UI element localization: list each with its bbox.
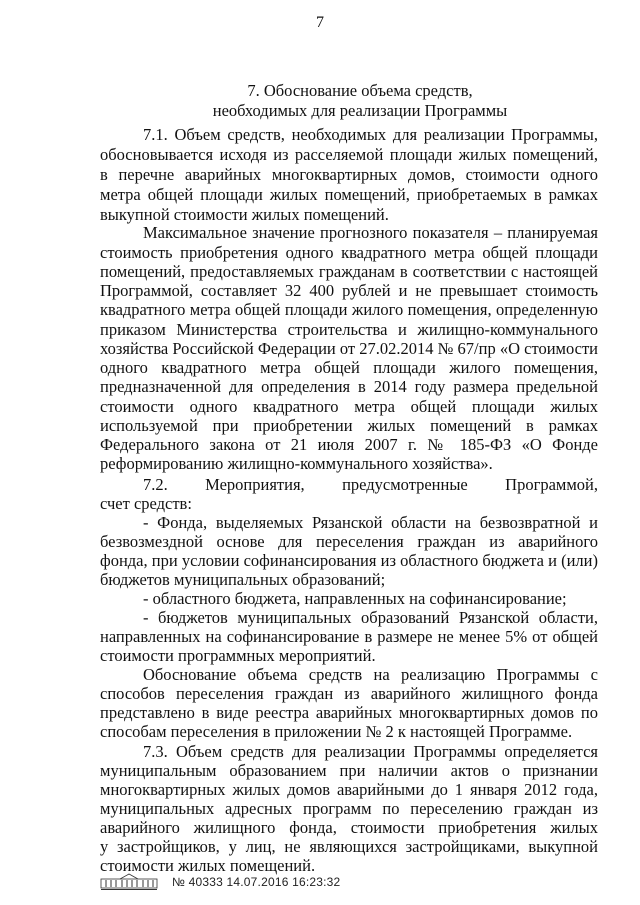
text-line: безвозмездной основе для переселения граждан из аварийного [100, 532, 598, 551]
text-line: Федерального закона от 21 июля 2007 г. № 185-ФЗ «О Фонде [100, 435, 598, 454]
text-line: муниципальных адресных программ по переселению граждан из [100, 799, 598, 818]
text-line: - Фонда, выделяемых Рязанской области на безвозвратной и [143, 513, 598, 532]
text-line: 7.3. Объем средств для реализации Программы определяется [143, 742, 598, 761]
text-line: используемой при приобретении жилых помещений в рамках [100, 416, 598, 435]
text-line: способам переселения в приложении № 2 к настоящей Программе. [100, 722, 573, 741]
text-line: одного квадратного метра общей площади жилого помещения, [100, 358, 598, 377]
text-line: стоимость приобретения одного квадратного метра общей площади [100, 243, 598, 262]
text-line: помещений, предоставляемых гражданам в соответствии с настоящей [100, 262, 598, 281]
text-line: Обоснование объема средств на реализацию Программы с [143, 665, 598, 684]
text-line: 7.2. Мероприятия, предусмотренные Программой, [143, 475, 598, 494]
text-line: выкупной стоимости жилых помещений. [100, 205, 389, 224]
text-line: представлено в виде реестра аварийных многоквартирных домов по [100, 703, 598, 722]
page-number: 7 [316, 14, 324, 31]
text-line: многоквартирных жилых домов аварийными до 1 января 2012 года, [100, 780, 598, 799]
text-line: реформированию жилищно-коммунального хозяйства». [100, 454, 493, 473]
text-line: способов переселения граждан из аварийного жилищного фонда [100, 684, 598, 703]
text-line: счет средств: [100, 494, 192, 513]
text-line: аварийного жилищного фонда, стоимости приобретения жилых [100, 818, 598, 837]
text-line: Программой, составляет 32 400 рублей и не превышает стоимость [100, 281, 598, 300]
text-line: приказом Министерства строительства и жилищно-коммунального [100, 320, 598, 339]
text-line: хозяйства Российской Федерации от 27.02.2014 № 67/пр «О стоимости [100, 339, 598, 358]
section-heading-line-1: 7. Обоснование объема средств, [247, 81, 473, 100]
footer [100, 872, 340, 892]
text-line: стоимости одного квадратного метра общей площади жилых [100, 397, 598, 416]
text-line: стоимости жилых помещений. [100, 856, 316, 875]
text-line: - бюджетов муниципальных образований Рязанской области, [143, 608, 598, 627]
text-line: в перечне аварийных многоквартирных домов, стоимости одного [100, 165, 598, 184]
text-line: направленных на софинансирование в размере не менее 5% от общей [100, 627, 598, 646]
section-heading-line-2: необходимых для реализации Программы [212, 101, 508, 120]
text-line: Максимальное значение прогнозного показателя – планируемая [143, 223, 598, 242]
text-line: 7.1. Объем средств, необходимых для реализации Программы, [143, 125, 598, 144]
text-line: у застройщиков, у лиц, не являющихся застройщиками, выкупной [100, 837, 598, 856]
text-line: обосновывается исходя из расселяемой площади жилых помещений, [100, 145, 598, 164]
text-line: - областного бюджета, направленных на софинансирование; [143, 589, 567, 608]
text-line: стоимости программных мероприятий. [100, 646, 376, 665]
text-line: бюджетов муниципальных образований; [100, 570, 386, 589]
building-logo-icon [100, 873, 158, 891]
section-heading [120, 81, 600, 121]
text-line: муниципальным образованием при наличии актов о признании [100, 761, 598, 780]
text-line: метра общей площади жилых помещений, приобретаемых в рамках [100, 185, 598, 204]
document-stamp: № 40333 14.07.2016 16:23:32 [172, 875, 341, 889]
text-line: квадратного метра общей площади жилого помещения, определенную [100, 300, 598, 319]
text-line: фонда, при условии софинансирования из областного бюджета и (или) [100, 551, 598, 570]
text-line: предназначенной для определения в 2014 году размера предельной [100, 377, 598, 396]
